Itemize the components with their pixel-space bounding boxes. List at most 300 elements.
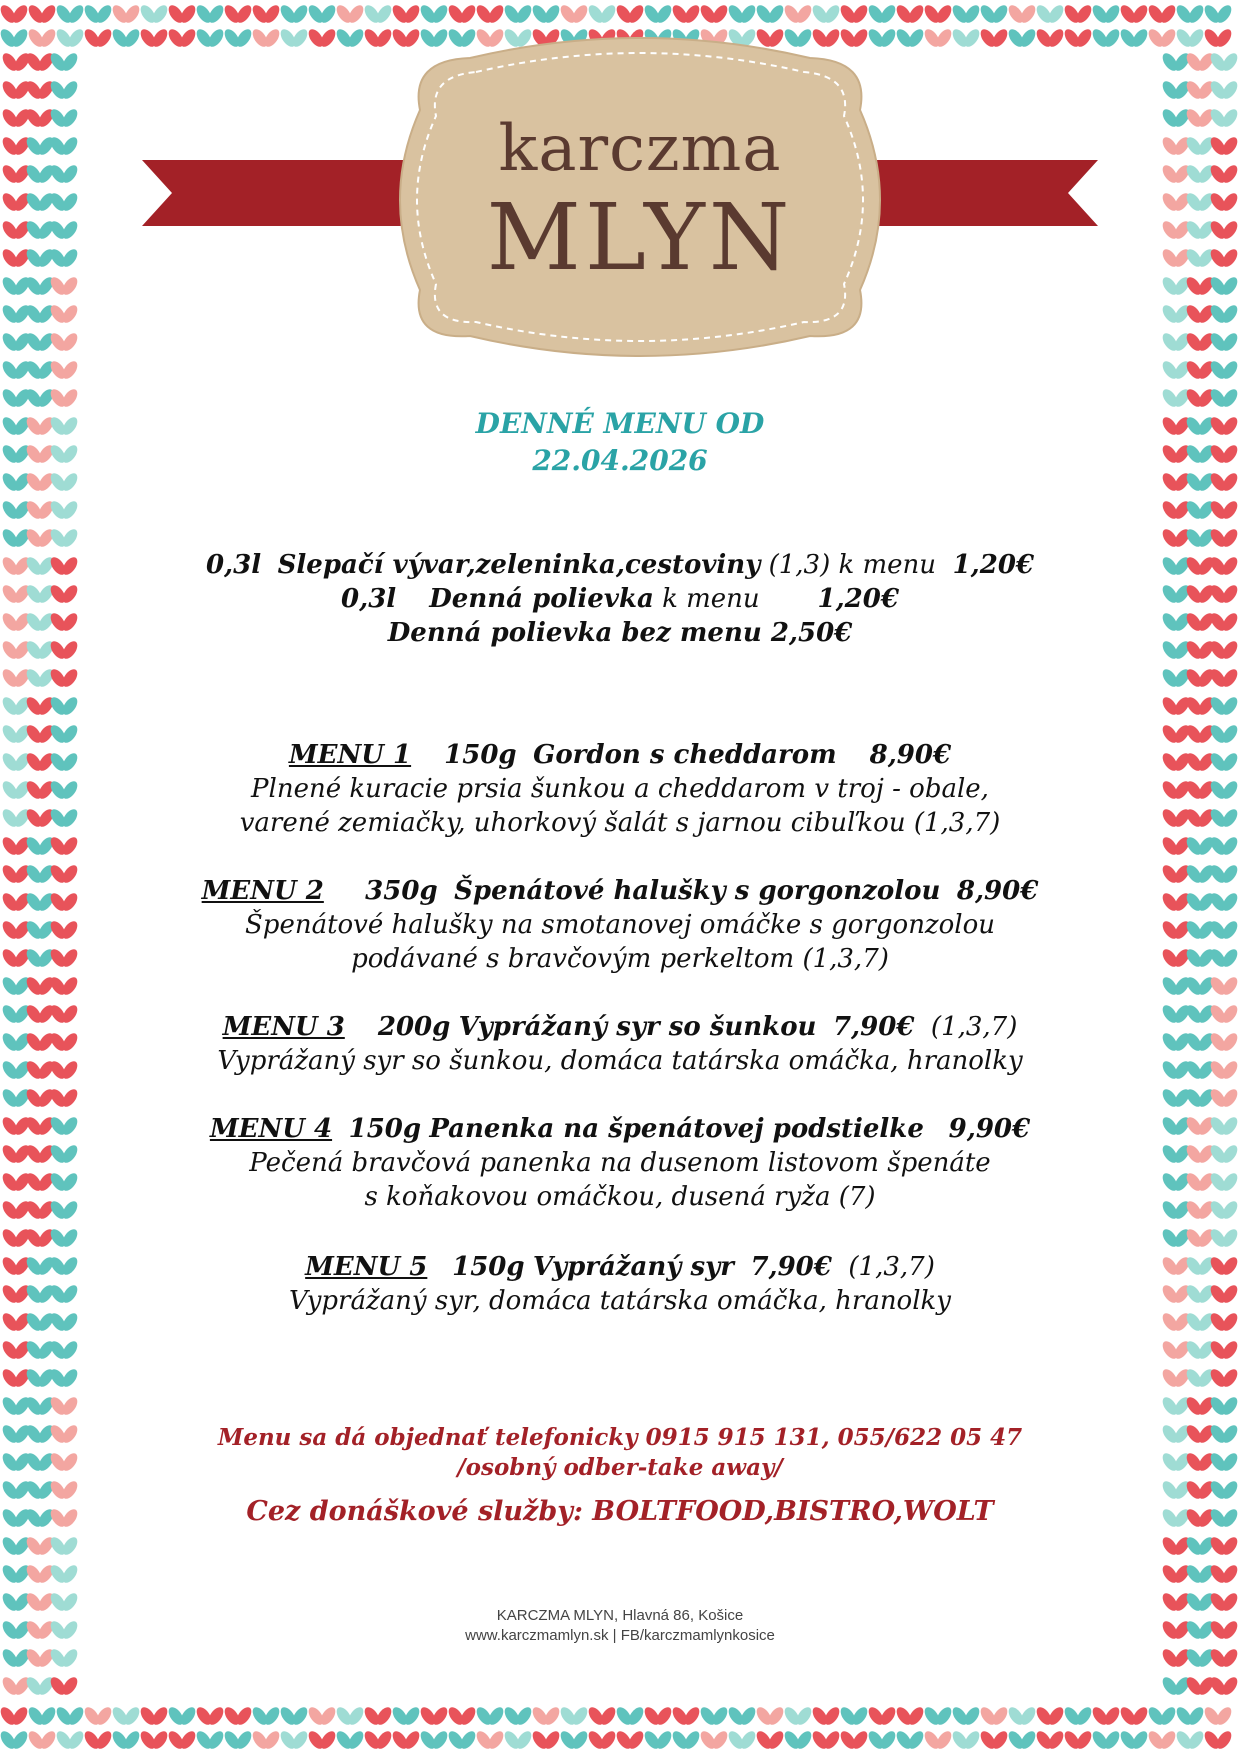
footer-web: www.karczmamlyn.sk | FB/karczmamlynkosice — [465, 1627, 775, 1644]
knit-stitch — [1160, 723, 1192, 746]
knit-stitch — [0, 1059, 32, 1082]
knit-stitch — [334, 1705, 366, 1728]
knit-stitch — [48, 1451, 80, 1474]
knit-stitch — [48, 695, 80, 718]
knit-stitch — [1160, 1619, 1192, 1642]
knit-stitch — [24, 1143, 56, 1166]
knit-stitch — [1208, 1003, 1240, 1026]
menu-1-desc-2: varené zemiačky, uhorkový šalát s jarnou cibuľkou (1,3,7) — [239, 808, 1001, 838]
knit-stitch — [24, 1479, 56, 1502]
knit-stitch — [0, 611, 32, 634]
menu-3-allergens: (1,3,7) — [930, 1012, 1018, 1042]
knit-stitch — [1160, 1395, 1192, 1418]
knit-stitch — [1160, 1171, 1192, 1194]
knit-stitch — [1160, 1451, 1192, 1474]
knit-stitch — [48, 527, 80, 550]
knit-stitch — [0, 1087, 32, 1110]
knit-stitch — [1208, 555, 1240, 578]
knit-stitch — [1184, 1423, 1216, 1446]
menu-2-weight: 350g — [365, 876, 438, 906]
knit-stitch — [0, 555, 32, 578]
knit-stitch — [1184, 1311, 1216, 1334]
knit-stitch — [1208, 415, 1240, 438]
knit-stitch — [1184, 1339, 1216, 1362]
knit-stitch — [48, 1199, 80, 1222]
knit-stitch — [48, 723, 80, 746]
footer-address: KARCZMA MLYN, Hlavná 86, Košice — [496, 1607, 744, 1624]
soup-2-size: 0,3l — [341, 584, 397, 614]
menu-5-heading — [120, 1250, 1120, 1284]
knit-stitch — [1160, 527, 1192, 550]
knit-stitch — [1208, 1591, 1240, 1614]
knit-stitch — [1208, 471, 1240, 494]
knit-stitch — [1184, 1199, 1216, 1222]
knit-stitch — [558, 1705, 590, 1728]
knit-stitch — [1184, 387, 1216, 410]
knit-stitch — [0, 1143, 32, 1166]
knit-stitch — [362, 1705, 394, 1728]
menu-3-weight: 200g — [377, 1012, 451, 1042]
knit-stitch — [24, 583, 56, 606]
knit-stitch — [1208, 443, 1240, 466]
knit-stitch — [48, 1143, 80, 1166]
knit-stitch — [1184, 1283, 1216, 1306]
knit-stitch — [1160, 471, 1192, 494]
knit-stitch — [48, 947, 80, 970]
knit-stitch — [222, 1705, 254, 1728]
knit-stitch — [48, 611, 80, 634]
knit-stitch — [894, 1729, 926, 1752]
knit-stitch — [1184, 1507, 1216, 1530]
knit-stitch — [922, 1705, 954, 1728]
knit-stitch — [138, 1705, 170, 1728]
knit-stitch — [1174, 1729, 1206, 1752]
knit-stitch — [0, 1367, 32, 1390]
knit-stitch — [48, 1423, 80, 1446]
knit-stitch — [502, 1729, 534, 1752]
knit-stitch — [1160, 1367, 1192, 1390]
knit-stitch — [1208, 1171, 1240, 1194]
menu-title: DENNÉ MENU OD — [475, 407, 765, 440]
knit-stitch — [1118, 1705, 1150, 1728]
menu-1-price: 8,90€ — [869, 740, 952, 770]
delivery-services: Cez donáškové služby: BOLTFOOD,BISTRO,WOLT — [246, 1496, 994, 1527]
knit-stitch — [1062, 1705, 1094, 1728]
knit-stitch — [838, 1705, 870, 1728]
knit-stitch — [1160, 1199, 1192, 1222]
knit-stitch — [1160, 1647, 1192, 1670]
knit-stitch — [24, 1199, 56, 1222]
knit-stitch — [558, 1729, 590, 1752]
knit-stitch — [0, 1395, 32, 1418]
knit-stitch — [24, 891, 56, 914]
knit-stitch — [474, 1705, 506, 1728]
menu-5-name: Vyprážaný syr — [532, 1252, 734, 1282]
knit-stitch — [1208, 835, 1240, 858]
soup-2-note: k menu — [662, 584, 760, 614]
knit-stitch — [1160, 499, 1192, 522]
knit-stitch — [1006, 1729, 1038, 1752]
knit-stitch — [1160, 1423, 1192, 1446]
knit-stitch — [0, 639, 32, 662]
knit-stitch — [1208, 1283, 1240, 1306]
knit-stitch — [1184, 1031, 1216, 1054]
knit-stitch — [1208, 1647, 1240, 1670]
knit-stitch — [1160, 807, 1192, 830]
knit-stitch — [1208, 695, 1240, 718]
knit-stitch — [1184, 779, 1216, 802]
menu-date: 22.04.2026 — [532, 444, 708, 477]
knit-stitch — [48, 499, 80, 522]
knit-stitch — [1160, 387, 1192, 410]
knit-stitch — [48, 1395, 80, 1418]
knit-stitch — [0, 695, 32, 718]
knit-stitch — [614, 1729, 646, 1752]
knit-stitch — [1160, 1535, 1192, 1558]
knit-stitch — [82, 1705, 114, 1728]
knit-stitch — [1184, 499, 1216, 522]
knit-stitch — [1208, 1255, 1240, 1278]
knit-stitch — [24, 1647, 56, 1670]
knit-stitch — [1184, 1171, 1216, 1194]
knit-stitch — [48, 1675, 80, 1698]
menu-1-name: Gordon s cheddarom — [533, 740, 837, 770]
knit-stitch — [1184, 1563, 1216, 1586]
knit-stitch — [24, 1619, 56, 1642]
knit-stitch — [1160, 1031, 1192, 1054]
knit-stitch — [1160, 1563, 1192, 1586]
knit-stitch — [48, 555, 80, 578]
knit-stitch — [24, 1087, 56, 1110]
knit-stitch — [1208, 527, 1240, 550]
knit-stitch — [24, 1367, 56, 1390]
knit-stitch — [24, 1115, 56, 1138]
knit-stitch — [0, 919, 32, 942]
knit-stitch — [24, 1311, 56, 1334]
knit-stitch — [726, 1705, 758, 1728]
knit-stitch — [1208, 1451, 1240, 1474]
knit-stitch — [1208, 779, 1240, 802]
knit-stitch — [642, 1705, 674, 1728]
knit-stitch — [1184, 527, 1216, 550]
knit-stitch — [1208, 1563, 1240, 1586]
knit-stitch — [48, 835, 80, 858]
knit-stitch — [48, 1563, 80, 1586]
knit-stitch — [54, 1729, 86, 1752]
knit-stitch — [1184, 555, 1216, 578]
menu-4-desc-2: s koňakovou omáčkou, dusená ryža (7) — [364, 1182, 876, 1212]
knit-stitch — [0, 667, 32, 690]
knit-stitch — [48, 667, 80, 690]
knit-stitch — [194, 1729, 226, 1752]
knit-stitch — [24, 1031, 56, 1054]
knit-stitch — [0, 387, 32, 410]
knit-stitch — [48, 443, 80, 466]
knit-stitch — [530, 1705, 562, 1728]
knit-stitch — [1208, 583, 1240, 606]
knit-stitch — [922, 1729, 954, 1752]
knit-stitch — [1160, 1339, 1192, 1362]
knit-stitch — [48, 1087, 80, 1110]
knit-stitch — [1184, 723, 1216, 746]
knit-stitch — [1208, 1031, 1240, 1054]
knit-stitch — [166, 1705, 198, 1728]
knit-stitch — [48, 1507, 80, 1530]
knit-stitch — [1208, 919, 1240, 942]
menu-2-label: MENU 2 — [201, 876, 324, 906]
knit-stitch — [1208, 807, 1240, 830]
knit-stitch — [24, 387, 56, 410]
knit-stitch — [24, 863, 56, 886]
knit-stitch — [1184, 639, 1216, 662]
knit-stitch — [24, 835, 56, 858]
knit-stitch — [194, 1705, 226, 1728]
knit-stitch — [1160, 639, 1192, 662]
knit-stitch — [1160, 779, 1192, 802]
knit-stitch — [24, 723, 56, 746]
knit-stitch — [24, 1171, 56, 1194]
menu-3-heading — [120, 1010, 1120, 1044]
knit-stitch — [48, 1031, 80, 1054]
knit-stitch — [1184, 415, 1216, 438]
knit-stitch — [110, 1705, 142, 1728]
knit-stitch — [894, 1705, 926, 1728]
menu-3-desc-1: Vyprážaný syr so šunkou, domáca tatárska omáčka, hranolky — [217, 1046, 1023, 1076]
menu-3-name: Vyprážaný syr so šunkou — [458, 1012, 817, 1042]
knit-stitch — [24, 1395, 56, 1418]
soup-line-2 — [120, 582, 1120, 616]
knit-stitch — [1090, 1729, 1122, 1752]
knit-stitch — [48, 1003, 80, 1026]
knit-stitch — [586, 1705, 618, 1728]
knit-stitch — [1208, 1619, 1240, 1642]
knit-stitch — [1184, 1395, 1216, 1418]
knit-stitch — [250, 1729, 282, 1752]
knit-stitch — [1208, 1087, 1240, 1110]
knit-stitch — [782, 1729, 814, 1752]
knit-stitch — [1160, 1227, 1192, 1250]
knit-stitch — [0, 751, 32, 774]
knit-stitch — [24, 1255, 56, 1278]
knit-stitch — [48, 919, 80, 942]
knit-stitch — [0, 947, 32, 970]
knit-stitch — [1160, 1115, 1192, 1138]
menu-1-desc-1: Plnené kuracie prsia šunkou a cheddarom v troj - obale, — [251, 774, 989, 804]
knit-stitch — [0, 1115, 32, 1138]
knit-stitch — [1184, 891, 1216, 914]
knit-stitch — [1062, 1729, 1094, 1752]
knit-stitch — [1208, 863, 1240, 886]
knit-stitch — [0, 583, 32, 606]
knit-stitch — [1034, 1705, 1066, 1728]
knit-stitch — [866, 1705, 898, 1728]
knit-stitch — [1208, 947, 1240, 970]
knit-stitch — [138, 1729, 170, 1752]
knit-stitch — [1208, 1227, 1240, 1250]
knit-stitch — [586, 1729, 618, 1752]
knit-stitch — [390, 1729, 422, 1752]
knit-stitch — [1160, 863, 1192, 886]
knit-stitch — [0, 1255, 32, 1278]
knit-stitch — [1208, 1367, 1240, 1390]
knit-stitch — [24, 975, 56, 998]
knit-stitch — [0, 835, 32, 858]
knit-stitch — [48, 891, 80, 914]
knit-stitch — [726, 1729, 758, 1752]
menu-2-name: Špenátové halušky s gorgonzolou — [454, 876, 941, 906]
soup-line-1 — [120, 548, 1120, 582]
menu-4-weight: 150g — [348, 1114, 422, 1144]
knit-stitch — [24, 443, 56, 466]
knit-stitch — [390, 1705, 422, 1728]
knit-stitch — [48, 415, 80, 438]
knit-stitch — [1208, 499, 1240, 522]
knit-stitch — [48, 1171, 80, 1194]
knit-stitch — [1184, 695, 1216, 718]
knit-stitch — [0, 527, 32, 550]
knit-stitch — [1208, 1395, 1240, 1418]
knit-stitch — [48, 1535, 80, 1558]
knit-stitch — [1160, 751, 1192, 774]
knit-stitch — [0, 779, 32, 802]
menu-2-heading — [120, 874, 1120, 908]
knit-stitch — [82, 1729, 114, 1752]
knit-stitch — [1184, 1227, 1216, 1250]
knit-stitch — [24, 499, 56, 522]
knit-stitch — [48, 779, 80, 802]
knit-stitch — [1160, 947, 1192, 970]
knit-stitch — [1184, 667, 1216, 690]
knit-stitch — [1034, 1729, 1066, 1752]
knit-stitch — [1208, 1059, 1240, 1082]
knit-stitch — [24, 1003, 56, 1026]
knit-stitch — [1208, 723, 1240, 746]
knit-stitch — [1184, 1003, 1216, 1026]
knit-stitch — [1184, 1367, 1216, 1390]
knit-stitch — [24, 947, 56, 970]
knit-stitch — [1160, 415, 1192, 438]
knit-stitch — [278, 1705, 310, 1728]
knit-stitch — [1160, 1143, 1192, 1166]
menu-2-desc-2: podávané s bravčovým perkeltom (1,3,7) — [351, 944, 889, 974]
order-phone: Menu sa dá objednať telefonicky 0915 915 131, 055/622 05 47 — [217, 1424, 1023, 1451]
knit-stitch — [1184, 1675, 1216, 1698]
knit-stitch — [24, 611, 56, 634]
knit-stitch — [24, 695, 56, 718]
knit-stitch — [1184, 751, 1216, 774]
knit-stitch — [1160, 1311, 1192, 1334]
knit-stitch — [1184, 835, 1216, 858]
knit-stitch — [1184, 1451, 1216, 1474]
knit-stitch — [418, 1705, 450, 1728]
knit-stitch — [418, 1729, 450, 1752]
knit-stitch — [0, 1311, 32, 1334]
soup-1-note: k menu — [838, 550, 937, 580]
knit-stitch — [1184, 1087, 1216, 1110]
knit-stitch — [48, 1339, 80, 1362]
knit-stitch — [0, 1031, 32, 1054]
knit-stitch — [24, 1535, 56, 1558]
menu-1-label: MENU 1 — [288, 740, 412, 770]
knit-stitch — [1184, 1255, 1216, 1278]
knit-stitch — [48, 471, 80, 494]
knit-stitch — [810, 1729, 842, 1752]
knit-stitch — [24, 1227, 56, 1250]
knit-stitch — [26, 1705, 58, 1728]
knit-stitch — [24, 555, 56, 578]
knit-stitch — [1160, 1479, 1192, 1502]
menu-4-desc-1: Pečená bravčová panenka na dusenom listovom špenáte — [249, 1148, 991, 1178]
knit-stitch — [48, 1255, 80, 1278]
knit-stitch — [0, 1535, 32, 1558]
soup-line-3: Denná polievka bez menu 2,50€ — [387, 618, 853, 648]
knit-stitch — [278, 1729, 310, 1752]
knit-stitch — [0, 443, 32, 466]
soup-1-price: 1,20€ — [952, 550, 1035, 580]
knit-stitch — [24, 1591, 56, 1614]
order-takeaway: /osobný odber-take away/ — [457, 1454, 783, 1481]
knit-stitch — [250, 1705, 282, 1728]
knit-stitch — [1208, 1479, 1240, 1502]
knit-stitch — [1160, 555, 1192, 578]
knit-stitch — [24, 639, 56, 662]
soup-2-name: Denná polievka — [429, 584, 654, 614]
knit-stitch — [1184, 919, 1216, 942]
knit-stitch — [1160, 611, 1192, 634]
menu-5-allergens: (1,3,7) — [848, 1252, 935, 1282]
knit-stitch — [306, 1729, 338, 1752]
knit-stitch — [1184, 863, 1216, 886]
menu-1-heading — [120, 738, 1120, 772]
knit-stitch — [670, 1729, 702, 1752]
knit-stitch — [0, 891, 32, 914]
knit-stitch — [1208, 1423, 1240, 1446]
knit-stitch — [24, 1507, 56, 1530]
knit-stitch — [0, 863, 32, 886]
knit-stitch — [1208, 1115, 1240, 1138]
knit-stitch — [48, 583, 80, 606]
knit-stitch — [950, 1705, 982, 1728]
menu-3-price: 7,90€ — [832, 1012, 915, 1042]
knit-stitch — [1208, 1143, 1240, 1166]
knit-stitch — [24, 1339, 56, 1362]
knit-stitch — [1208, 667, 1240, 690]
knit-stitch — [1208, 387, 1240, 410]
knit-stitch — [0, 723, 32, 746]
knit-stitch — [1118, 1729, 1150, 1752]
knit-stitch — [48, 1311, 80, 1334]
knit-stitch — [48, 1619, 80, 1642]
menu-4-name: Panenka na špenátovej podstielke — [429, 1114, 924, 1144]
knit-stitch — [1006, 1705, 1038, 1728]
menu-5-weight: 150g — [452, 1252, 525, 1282]
knit-stitch — [0, 1591, 32, 1614]
knit-stitch — [0, 1199, 32, 1222]
knit-stitch — [0, 1423, 32, 1446]
knit-stitch — [1208, 1311, 1240, 1334]
knit-stitch — [48, 975, 80, 998]
knit-stitch — [48, 639, 80, 662]
knit-stitch — [48, 751, 80, 774]
knit-stitch — [48, 1283, 80, 1306]
knit-stitch — [1202, 1705, 1234, 1728]
knit-stitch — [1146, 1729, 1178, 1752]
knit-stitch — [0, 1339, 32, 1362]
knit-stitch — [0, 1451, 32, 1474]
knit-stitch — [1160, 443, 1192, 466]
knit-stitch — [48, 387, 80, 410]
knit-stitch — [1208, 1507, 1240, 1530]
